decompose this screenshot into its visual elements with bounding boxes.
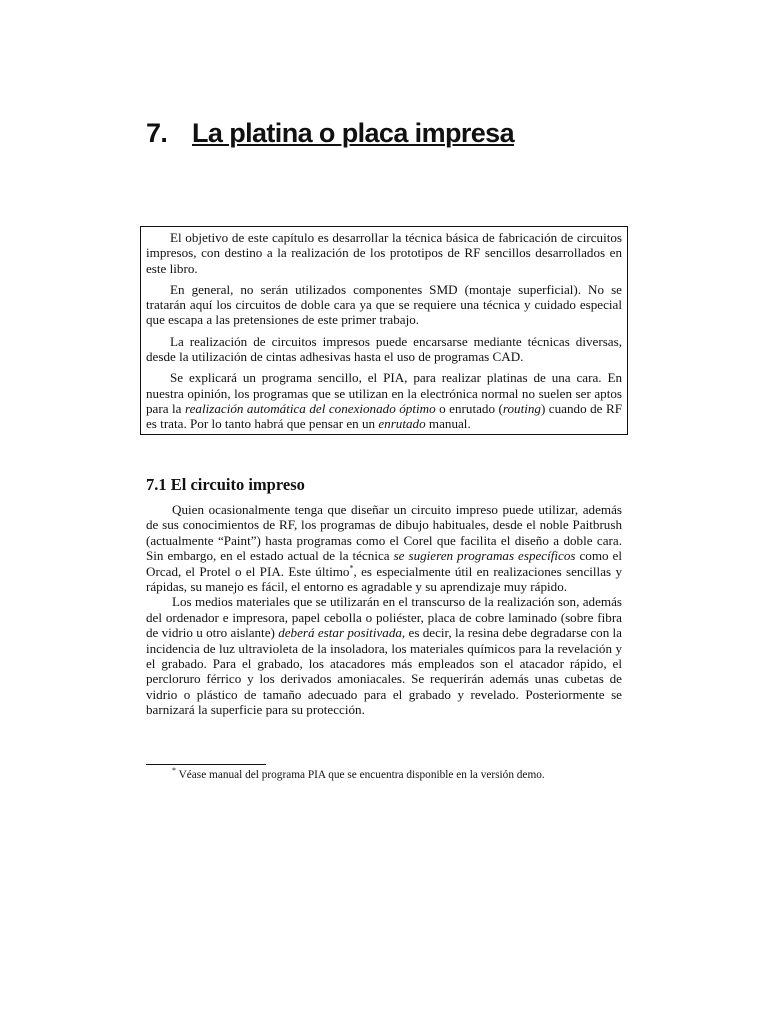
text-run: , es especialmente útil en realizaciones sencillas y rápidas, su manejo es fácil, el entorno es agradable y su aprendizaje muy rápido.	[146, 563, 622, 595]
text-run: como el Orcad, el Protel o el PIA. Este último	[146, 548, 622, 579]
chapter-abstract-box	[140, 226, 628, 435]
emphasis-text: se sugieren programas específicos	[393, 548, 576, 564]
chapter-title	[146, 118, 514, 149]
emphasis-text: deberá estar positivada	[278, 625, 402, 641]
text-run: Se explicará un programa sencillo, el PIA, para realizar platinas de una cara. En nuestra opinión, los programas que se utilizan en la electrónica normal no suelen ser aptos para la	[146, 370, 622, 416]
text-run: ) cuando de RF es trata. Por lo tanto habrá que pensar en un	[146, 400, 622, 432]
footnote-mark: *	[172, 766, 176, 776]
abstract-paragraph-2: En general, no serán utilizados componentes SMD (montaje superficial). No se tratarán aquí los circuitos de doble cara ya que se requiere una técnica y cuidado especial que escapa a las pretensiones de este primer trabajo.	[146, 281, 622, 328]
emphasis-text: routing	[502, 400, 541, 416]
abstract-paragraph-4	[146, 370, 622, 431]
footnote-divider	[146, 764, 266, 765]
text-run: o enrutado (	[435, 400, 503, 416]
body-paragraph-1	[146, 502, 622, 594]
section-body	[146, 502, 622, 718]
abstract-paragraph-1: El objetivo de este capítulo es desarrollar la técnica básica de fabricación de circuitos impresos, con destino a la realización de los prototipos de RF sencillos desarrollados en este libro.	[146, 230, 622, 276]
abstract-paragraph-3: La realización de circuitos impresos puede encarsarse mediante técnicas diversas, desde la utilización de cintas adhesivas hasta el uso de programas CAD.	[146, 333, 622, 365]
section-heading: 7.1 El circuito impreso	[146, 475, 305, 494]
footnote-reference: *	[349, 563, 354, 573]
emphasis-text: realización automática del conexionado óptimo	[185, 400, 436, 416]
text-run: Los medios materiales que se utilizarán en el transcurso de la realización son, además del ordenador e impresora, papel cebolla o poliéster, placa de cobre laminado (sobre fibra de vidrio u otro aislante)	[146, 594, 622, 641]
text-run: manual.	[425, 416, 471, 432]
footnote	[146, 768, 622, 782]
chapter-title-text: La platina o placa impresa	[192, 118, 515, 148]
text-run: , es decir, la resina debe degradarse con la incidencia de luz ultravioleta de la insoladora, los materiales químicos para la revelación y el grabado. Para el grabado, los atacadores más empleados son el atacador rápido, el percloruro férrico y los derivados amoniacales. Se requerirán además unas cubetas de vidrio o plástico de tamaño adecuado para el grabado y revelado. Posteriormente se barnizará la superficie para su protección.	[146, 625, 622, 718]
emphasis-text: enrutado	[378, 416, 426, 432]
chapter-number: 7.	[146, 118, 168, 148]
text-run: Quien ocasionalmente tenga que diseñar un circuito impreso puede utilizar, además de sus conocimientos de RF, los programas de dibujo habituales, desde el noble Paitbrush (actualmente “Paint”) hasta programas como el Corel que facilita el diseño a doble cara. Sin embargo, en el estado actual de la técnica	[146, 502, 622, 564]
body-paragraph-2	[146, 594, 622, 717]
footnote-text: Véase manual del programa PIA que se encuentra disponible en la versión demo.	[176, 769, 545, 781]
